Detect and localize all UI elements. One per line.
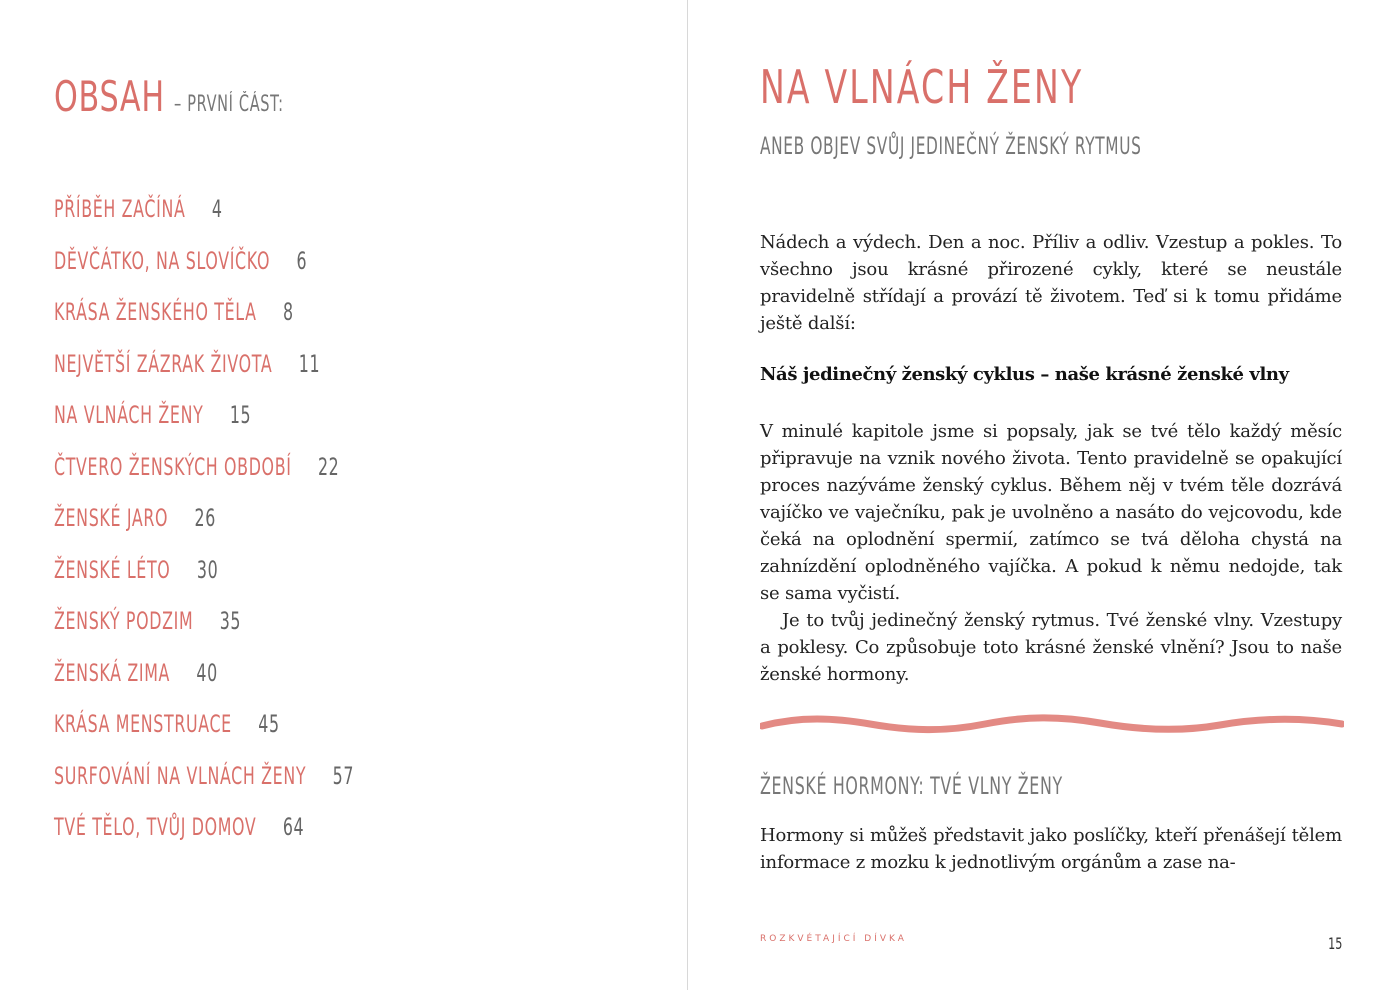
toc-entry-page: 8: [283, 298, 294, 326]
toc-entry-content: [54, 501, 216, 535]
toc-entry-page: 6: [296, 246, 308, 275]
toc-entry: [54, 707, 509, 759]
toc-entry-content: [54, 553, 218, 587]
page-number: [1322, 934, 1342, 953]
toc-entry-page: 57: [332, 761, 355, 790]
wave-divider: [760, 710, 1344, 740]
left-page: [0, 0, 687, 990]
toc-entry-page: 30: [196, 555, 219, 584]
paragraph-hormones: Hormony si můžeš představit jako poslíčky, kteří přenášejí tělem informace z mozku k jednotlivým orgánům a zase na-: [760, 825, 1342, 873]
bold-subheading: Náš jedinečný ženský cyklus – naše krásné ženské vlny: [760, 364, 1289, 385]
section-heading-text: ŽENSKÉ HORMONY: TVÉ VLNY ŽENY: [760, 772, 1063, 800]
toc-entry-title: NEJVĚTŠÍ ZÁZRAK ŽIVOTA: [54, 349, 273, 378]
toc-entry-content: [54, 707, 280, 741]
toc-entry: [54, 347, 509, 399]
toc-entry-page: 35: [219, 607, 242, 635]
running-head: ROZKVÉTAJÍCÍ DÍVKA: [760, 934, 907, 944]
toc-entry-title: KRÁSA ŽENSKÉHO TĚLA: [54, 298, 257, 326]
wave-line: [762, 718, 1342, 730]
toc-entry: [54, 656, 509, 708]
toc-entry-content: [54, 295, 294, 329]
toc-entry-title: TVÉ TĚLO, TVŮJ DOMOV: [54, 813, 257, 841]
toc-heading-suffix: – PRVNÍ ČÁST:: [173, 92, 284, 117]
toc-entry-page: 22: [317, 452, 340, 481]
toc-heading: [54, 72, 340, 121]
toc-entry-page: 11: [298, 349, 321, 378]
toc-entry-title: SURFOVÁNÍ NA VLNÁCH ŽENY: [54, 761, 307, 790]
toc-heading-title: OBSAH: [54, 72, 165, 121]
toc-entry-page: 40: [196, 658, 218, 687]
toc-entry-title: ŽENSKÉ LÉTO: [54, 555, 171, 584]
toc-entry-title: KRÁSA MENSTRUACE: [54, 710, 232, 738]
toc-entry-content: [54, 810, 304, 844]
toc-entry: [54, 295, 509, 347]
toc-entry-title: PŘÍBĚH ZAČÍNÁ: [54, 195, 186, 223]
chapter-title-text: NA VLNÁCH ŽENY: [760, 60, 1084, 114]
toc-entry-page: 26: [194, 504, 217, 532]
toc-entry: [54, 244, 509, 296]
page-number-text: 15: [1327, 934, 1342, 953]
toc-entry-content: [54, 192, 223, 226]
toc-entry-content: [54, 244, 307, 278]
toc-entry-title: ČTVERO ŽENSKÝCH OBDOBÍ: [54, 452, 292, 481]
toc-entry: [54, 192, 509, 244]
paragraph-intro: Nádech a výdech. Den a noc. Příliv a odliv. Vzestup a pokles. To všechno jsou krásné přirozené cykly, které se neustále pravidelně střídají a provází tě životem. Teď si k tomu přidáme ještě další:: [760, 232, 1342, 334]
toc-entry-content: [54, 604, 241, 638]
chapter-subtitle-text: ANEB OBJEV SVŮJ JEDINEČNÝ ŽENSKÝ RYTMUS: [760, 132, 1142, 160]
toc-entry: [54, 398, 509, 450]
toc-entry-page: 45: [258, 710, 280, 738]
paragraph-rhythm: Je to tvůj jedinečný ženský rytmus. Tvé ženské vlny. Vzestupy a poklesy. Co způsobuje toto krásné ženské vlnění? Jsou to naše ženské hormony.: [760, 610, 1342, 685]
toc-entry: [54, 553, 509, 605]
toc-entry-content: [54, 759, 354, 793]
toc-entry-content: [54, 398, 251, 432]
toc-entry-page: 64: [282, 813, 305, 841]
toc-entry-title: DĚVČÁTKO, NA SLOVÍČKO: [54, 246, 271, 275]
toc-entry: [54, 604, 509, 656]
toc-entry-content: [54, 450, 339, 484]
right-page: [688, 0, 1376, 990]
toc-entry-content: [54, 656, 218, 690]
section-heading: [760, 772, 1219, 800]
toc-entry: [54, 450, 509, 502]
toc-entry: [54, 759, 509, 811]
chapter-title: [760, 60, 1209, 114]
toc-entry-title: ŽENSKÝ PODZIM: [54, 607, 194, 635]
chapter-subtitle: [760, 132, 1356, 160]
toc-entry-title: ŽENSKÉ JARO: [54, 504, 169, 532]
toc-entry: [54, 501, 509, 553]
toc-entry-page: 15: [229, 401, 252, 429]
toc-entry-page: 4: [211, 195, 223, 223]
toc-list: [54, 192, 509, 862]
toc-entry-title: ŽENSKÁ ZIMA: [54, 658, 171, 687]
toc-entry: [54, 810, 509, 862]
toc-entry-title: NA VLNÁCH ŽENY: [54, 401, 204, 429]
toc-entry-content: [54, 347, 320, 381]
paragraph-cycle: V minulé kapitole jsme si popsaly, jak se tvé tělo každý měsíc připravuje na vznik nového života. Tento pravidelně se opakující proces nazýváme ženský cyklus. Během něj v tvém těle dozrává vajíčko ve vaječníku, pak je uvolněno a nasáto do vejcovodu, kde čeká na oplodnění spermií, zatímco se tvá děloha chystá na zahnízdění oplodněného vajíčka. A pokud k němu nedojde, tak se sama vyčistí.: [760, 421, 1342, 604]
